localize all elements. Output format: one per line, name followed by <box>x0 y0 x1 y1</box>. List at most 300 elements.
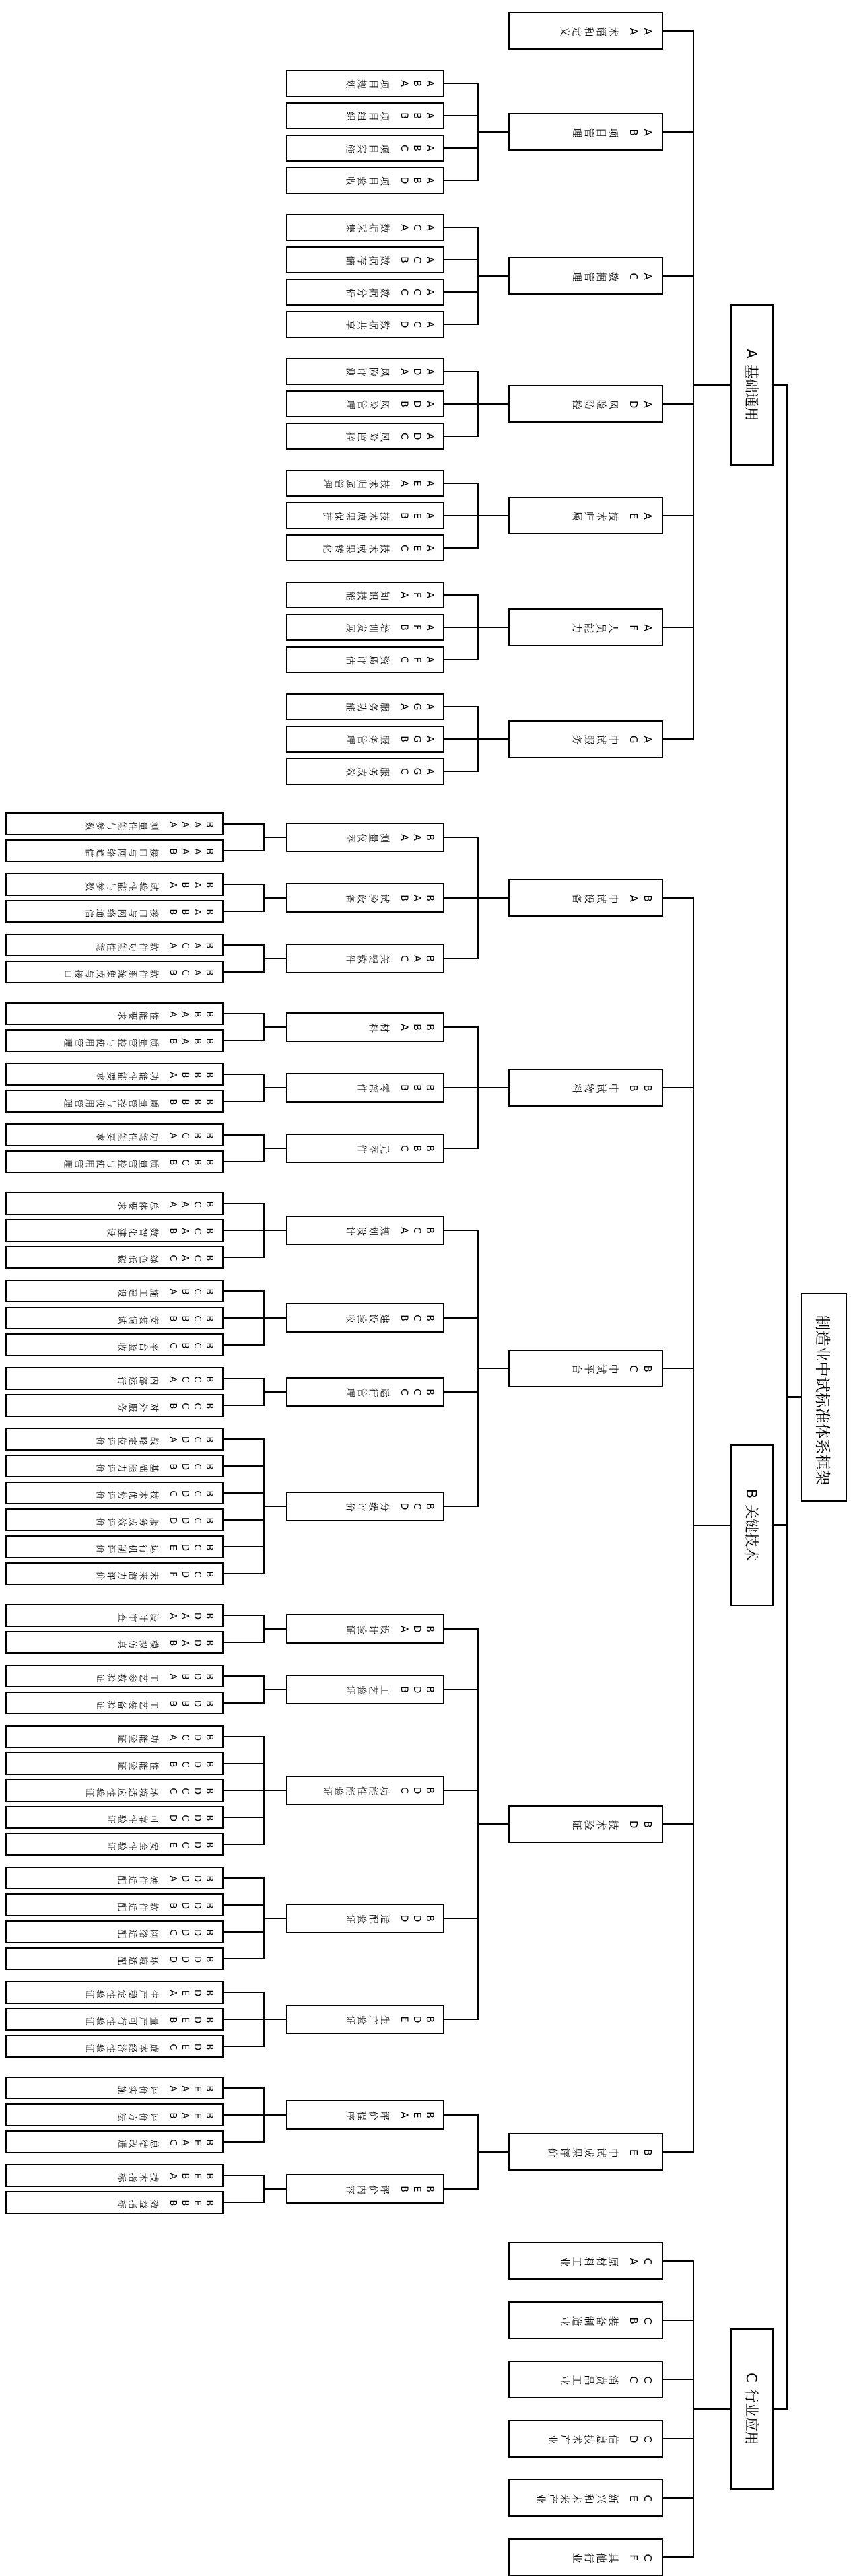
connector-line <box>263 1134 265 1162</box>
node-label: 服务成效 <box>344 766 390 777</box>
connector-line <box>263 1615 265 1643</box>
tree-node-BA <box>508 879 663 917</box>
connector-line <box>693 2408 730 2410</box>
connector-line <box>444 436 478 437</box>
connector-line <box>263 823 265 851</box>
connector-line <box>444 1391 478 1393</box>
connector-line <box>224 1675 264 1677</box>
connector-line <box>224 1642 264 1643</box>
connector-line <box>478 515 508 516</box>
node-code: BABA <box>166 880 214 891</box>
node-label: 技术指标 <box>116 2171 159 2182</box>
connector-line <box>444 115 478 116</box>
node-text <box>344 78 435 89</box>
connector-line <box>224 1958 264 1959</box>
node-text <box>83 2042 214 2052</box>
connector-line <box>477 83 479 181</box>
tree-node-ACD <box>286 311 444 338</box>
node-text <box>344 222 435 233</box>
node-label: 工艺验证 <box>344 1684 390 1696</box>
node-label: 性能验证 <box>116 1759 159 1770</box>
node-label: 技术优势评价 <box>94 1488 159 1499</box>
node-text <box>116 1374 214 1384</box>
connector-line <box>444 897 478 899</box>
connector-line <box>224 944 264 946</box>
node-text <box>813 1309 835 1486</box>
node-code: BEAA <box>166 2083 214 2094</box>
tree-node-BEAA <box>5 2077 224 2099</box>
tree-node-root <box>801 1293 847 1502</box>
tree-node-ABC <box>286 135 444 162</box>
tree-node-BCA <box>286 1216 444 1245</box>
node-label: 信息技术产业 <box>546 2433 619 2445</box>
node-code: BDAB <box>166 1638 214 1648</box>
node-label: 数智化建设 <box>105 1226 159 1237</box>
connector-line <box>663 403 693 405</box>
node-label: 评价内容 <box>344 2184 390 2195</box>
node-text <box>116 2083 214 2093</box>
connector-line <box>264 837 286 838</box>
node-text <box>558 2314 654 2326</box>
tree-node-BEAB <box>5 2103 224 2126</box>
node-code: CA <box>625 2255 654 2268</box>
node-text <box>94 1542 214 1552</box>
node-label: 术语和定义 <box>558 25 619 38</box>
connector-line <box>444 403 478 405</box>
node-label: 风险管理 <box>344 398 390 410</box>
connector-line <box>693 384 730 386</box>
connector-line <box>224 1344 264 1346</box>
node-text <box>344 654 435 665</box>
node-text <box>344 110 435 121</box>
trunk-line <box>787 384 789 2410</box>
node-label: 设计验证 <box>344 1624 390 1635</box>
connector-line <box>264 1087 286 1088</box>
node-text <box>570 1082 654 1093</box>
tree-node-CD <box>508 2420 663 2458</box>
node-label: 效益指标 <box>116 2198 159 2208</box>
connector-line <box>444 1148 478 1149</box>
connector-line <box>224 884 264 885</box>
connector-line <box>444 706 478 707</box>
tree-node-BDAA <box>5 1604 224 1627</box>
tree-node-CB <box>508 2301 663 2339</box>
node-text <box>344 254 435 265</box>
connector-line <box>444 1506 478 1507</box>
tree-node-AGC <box>286 758 444 785</box>
tree-node-AEA <box>286 470 444 497</box>
tree-node-BCDA <box>5 1428 224 1451</box>
node-code: AFB <box>397 622 435 633</box>
connector-line <box>444 594 478 596</box>
node-text <box>546 2433 654 2444</box>
node-code: ACB <box>397 254 435 266</box>
node-label: 中试设备 <box>570 892 619 905</box>
tree-node-AEC <box>286 534 444 561</box>
node-code: BEBB <box>166 2198 214 2208</box>
node-text <box>83 819 214 829</box>
node-label: 培训发展 <box>344 622 390 633</box>
tree-node-ACA <box>286 214 444 241</box>
connector-line <box>224 1134 264 1136</box>
tree-node-BDDD <box>5 1947 224 1970</box>
node-label: 运行管理 <box>344 1387 390 1398</box>
node-label: 元器件 <box>355 1143 390 1154</box>
node-text <box>83 846 214 856</box>
connector-line <box>224 1877 264 1879</box>
node-label: 风险防控 <box>570 398 619 411</box>
connector-line <box>224 1438 264 1440</box>
connector-line <box>264 1628 286 1630</box>
connector-line <box>264 958 286 959</box>
connector-line <box>477 2114 479 2190</box>
connector-line <box>444 2114 478 2116</box>
connector-line <box>224 1615 264 1616</box>
node-label: 适配验证 <box>344 1913 390 1924</box>
connector-line <box>693 897 694 2153</box>
node-text <box>116 1286 214 1296</box>
node-code: BDDA <box>166 1873 214 1884</box>
tree-node-BAA <box>286 823 444 852</box>
node-text <box>116 1340 214 1350</box>
node-label: 风险评测 <box>344 366 390 378</box>
node-text <box>355 1082 435 1093</box>
node-text <box>344 832 435 843</box>
connector-line <box>224 1492 264 1494</box>
connector-line <box>444 83 478 84</box>
node-text <box>344 143 435 153</box>
node-code: BCC <box>397 1387 435 1398</box>
node-label: 评价程序 <box>344 2110 390 2121</box>
node-code: AD <box>625 398 654 411</box>
node-code: BAA <box>397 832 435 843</box>
node-code: BB <box>625 1082 654 1094</box>
tree-node-BCBC <box>5 1333 224 1356</box>
node-code: BBCA <box>166 1130 214 1141</box>
node-text <box>355 1143 435 1154</box>
node-text <box>94 1434 214 1444</box>
tree-node-AF <box>508 608 663 646</box>
tree-node-BCBA <box>5 1280 224 1302</box>
node-code: AGA <box>397 701 435 713</box>
connector-line <box>444 771 478 772</box>
connector-line <box>444 180 478 181</box>
tree-node-BAC <box>286 944 444 973</box>
node-text <box>116 1199 214 1209</box>
node-label: 总体要求 <box>116 1199 159 1210</box>
connector-line <box>663 131 693 133</box>
tree-node-ABD <box>286 167 444 194</box>
node-code: BD <box>625 1818 654 1831</box>
node-text <box>321 478 435 489</box>
node-text <box>116 1611 214 1621</box>
node-code: AFC <box>397 654 435 666</box>
connector-line <box>444 2188 478 2190</box>
node-code: BCDF <box>166 1569 214 1580</box>
node-text <box>94 1130 214 1140</box>
connector-line <box>774 384 788 386</box>
node-label: 环境适应性验证 <box>83 1786 159 1797</box>
node-code: CD <box>625 2433 654 2445</box>
connector-line <box>444 291 478 293</box>
node-label: 数据分析 <box>344 287 390 298</box>
node-text <box>116 2171 214 2181</box>
node-label: 安装调试 <box>116 1313 159 1324</box>
connector-line <box>224 1257 264 1258</box>
tree-node-BACB <box>5 961 224 983</box>
node-code: BEA <box>397 2110 435 2121</box>
tree-node-CA <box>508 2242 663 2280</box>
connector-line <box>663 2320 693 2321</box>
tree-node-A <box>730 304 774 466</box>
node-code: BDEA <box>166 1988 214 1998</box>
node-code: BACB <box>166 967 214 978</box>
connector-line <box>478 627 508 628</box>
node-text <box>344 1225 435 1236</box>
connector-line <box>224 1573 264 1574</box>
tree-node-BDBA <box>5 1665 224 1687</box>
node-text <box>344 431 435 442</box>
tree-node-BCDF <box>5 1562 224 1585</box>
node-label: 数据采集 <box>344 222 390 234</box>
node-label: 性能要求 <box>116 1009 159 1020</box>
connector-line <box>444 483 478 484</box>
node-text <box>344 1501 435 1512</box>
tree-node-AGB <box>286 726 444 753</box>
node-code: BEBA <box>166 2171 214 2182</box>
connector-line <box>224 1931 264 1933</box>
node-code: ACC <box>397 287 435 298</box>
node-label: 设计审查 <box>116 1611 159 1622</box>
connector-line <box>263 1013 265 1041</box>
node-text <box>367 1022 435 1033</box>
node-label: 接口与网络通信 <box>83 846 159 857</box>
connector-line <box>224 2046 264 2047</box>
node-code: BBC <box>397 1143 435 1154</box>
node-label: 中试成果评价 <box>546 2146 619 2159</box>
node-label: 建设验收 <box>344 1313 390 1324</box>
tree-node-BDCC <box>5 1779 224 1802</box>
node-text <box>742 2373 762 2445</box>
node-label: 网络适配 <box>116 1927 159 1938</box>
node-text <box>344 590 435 600</box>
node-text <box>570 892 654 903</box>
connector-line <box>224 1378 264 1379</box>
node-text <box>116 1253 214 1263</box>
node-text <box>344 2184 435 2194</box>
node-text <box>344 1387 435 1397</box>
connector-line <box>663 30 693 32</box>
node-code: BCAB <box>166 1226 214 1237</box>
connector-line <box>444 738 478 740</box>
node-text <box>570 2551 654 2563</box>
connector-line <box>224 1817 264 1818</box>
connector-line <box>478 275 508 277</box>
node-text <box>62 1157 214 1167</box>
node-code: BC <box>625 1362 654 1375</box>
connector-line <box>263 884 265 912</box>
node-code: BBCB <box>166 1157 214 1168</box>
node-code: BCBB <box>166 1313 214 1324</box>
connector-line <box>444 371 478 372</box>
node-label: 战略定位评价 <box>94 1434 159 1445</box>
node-code: CF <box>625 2551 654 2564</box>
node-code: BDE <box>397 2014 435 2025</box>
connector-line <box>444 147 478 149</box>
node-text <box>558 2255 654 2266</box>
connector-line <box>224 1790 264 1791</box>
node-code: BBAA <box>166 1009 214 1020</box>
node-text <box>344 319 435 330</box>
connector-line <box>663 1087 693 1088</box>
node-label: 测量性能与参数 <box>83 819 159 830</box>
node-code: BDDB <box>166 1900 214 1911</box>
node-label: 中试物料 <box>570 1082 619 1094</box>
connector-line <box>224 1013 264 1014</box>
connector-line <box>693 2260 694 2558</box>
connector-line <box>478 2151 508 2153</box>
node-code: BCCA <box>166 1374 214 1385</box>
node-label: 工艺参数验证 <box>94 1671 159 1682</box>
tree-node-BDC <box>286 1776 444 1805</box>
connector-line <box>263 1675 265 1704</box>
node-label: 服务管理 <box>344 734 390 745</box>
node-text <box>105 1226 214 1236</box>
node-code: BBBA <box>166 1070 214 1080</box>
node-text <box>558 25 654 36</box>
node-code: ADC <box>397 431 435 442</box>
node-code: BAB <box>397 893 435 904</box>
tree-node-CC <box>508 2361 663 2398</box>
connector-line <box>663 1823 693 1825</box>
tree-node-ACC <box>286 279 444 306</box>
tree-node-AFB <box>286 614 444 641</box>
tree-node-BBCA <box>5 1123 224 1146</box>
connector-line <box>263 944 265 973</box>
node-code: BCDD <box>166 1515 214 1526</box>
tree-node-BAB <box>286 883 444 913</box>
node-code: BCCB <box>166 1401 214 1412</box>
connector-line <box>224 2175 264 2176</box>
node-label: 项目组织 <box>344 110 390 122</box>
connector-line <box>663 2151 693 2153</box>
tree-node-BDCD <box>5 1806 224 1829</box>
tree-node-BDB <box>286 1675 444 1704</box>
tree-node-AGA <box>286 693 444 720</box>
tree-node-BABA <box>5 873 224 896</box>
tree-node-BCDC <box>5 1482 224 1504</box>
node-text <box>570 621 654 633</box>
node-label: 试验设备 <box>344 893 390 904</box>
connector-line <box>224 2019 264 2020</box>
node-code: BEAC <box>166 2137 214 2148</box>
node-label: 工艺装备验证 <box>94 1698 159 1709</box>
node-label: 评价方法 <box>116 2110 159 2121</box>
node-code: AGC <box>397 766 435 777</box>
node-label: 硬件适配 <box>116 1873 159 1884</box>
tree-node-BCDD <box>5 1508 224 1531</box>
connector-line <box>263 2175 265 2203</box>
node-code: BDAA <box>166 1611 214 1622</box>
connector-line <box>224 1074 264 1075</box>
node-text <box>321 1785 435 1796</box>
connector-line <box>264 1148 286 1149</box>
connector-line <box>263 1378 265 1406</box>
connector-line <box>444 1689 478 1690</box>
tree-node-BEBA <box>5 2164 224 2187</box>
node-code: BABB <box>166 907 214 917</box>
node-label: 软件功能性能 <box>94 940 159 951</box>
node-label: 零部件 <box>355 1082 390 1094</box>
node-text <box>116 1732 214 1742</box>
node-text <box>94 1671 214 1681</box>
tree-node-BEAC <box>5 2130 224 2153</box>
node-text <box>321 510 435 521</box>
node-text <box>83 1988 214 1998</box>
connector-line <box>693 30 694 740</box>
node-text <box>116 1009 214 1019</box>
node-code: BDDD <box>166 1954 214 1965</box>
connector-line <box>444 2019 478 2020</box>
connector-line <box>264 2019 286 2020</box>
tree-node-BDDB <box>5 1893 224 1916</box>
node-code: AC <box>625 270 654 283</box>
node-label: 量产可行性验证 <box>83 2015 159 2025</box>
node-label: 新兴和未来产业 <box>534 2492 619 2505</box>
node-code: BBBB <box>166 1096 214 1107</box>
node-text <box>62 1036 214 1046</box>
connector-line <box>663 2379 693 2380</box>
connector-line <box>444 515 478 516</box>
tree-node-BCB <box>286 1303 444 1333</box>
node-code: ABD <box>397 175 435 186</box>
connector-line <box>224 1844 264 1845</box>
node-label: 材料 <box>367 1022 390 1033</box>
tree-node-BB <box>508 1069 663 1107</box>
connector-line <box>224 2202 264 2203</box>
node-label: 技术验证 <box>570 1818 619 1831</box>
connector-line <box>663 2556 693 2558</box>
node-code: BCB <box>397 1313 435 1324</box>
tree-node-BBAB <box>5 1029 224 1052</box>
node-label: 关键软件 <box>344 953 390 965</box>
node-label: 服务成效评价 <box>94 1515 159 1526</box>
tree-node-BBA <box>286 1012 444 1042</box>
node-text <box>570 1818 654 1830</box>
node-label: 分级评价 <box>344 1501 390 1512</box>
connector-line <box>478 897 508 899</box>
node-text <box>344 398 435 409</box>
tree-node-C <box>730 2328 774 2490</box>
tree-node-BDA <box>286 1614 444 1644</box>
tree-node-BBBB <box>5 1090 224 1113</box>
node-text <box>116 1954 214 1964</box>
connector-line <box>444 627 478 628</box>
connector-line <box>224 911 264 912</box>
connector-line <box>477 1230 479 1507</box>
node-code: AA <box>625 25 654 38</box>
connector-line <box>444 958 478 959</box>
connector-line <box>264 1391 286 1393</box>
node-label: 功能性能验证 <box>321 1785 390 1797</box>
tree-node-ABB <box>286 102 444 129</box>
node-text <box>558 2373 654 2385</box>
node-code: BCD <box>397 1501 435 1512</box>
connector-line <box>478 1823 508 1825</box>
node-text <box>83 1786 214 1796</box>
connector-line <box>663 515 693 516</box>
node-code: BBAB <box>166 1036 214 1047</box>
